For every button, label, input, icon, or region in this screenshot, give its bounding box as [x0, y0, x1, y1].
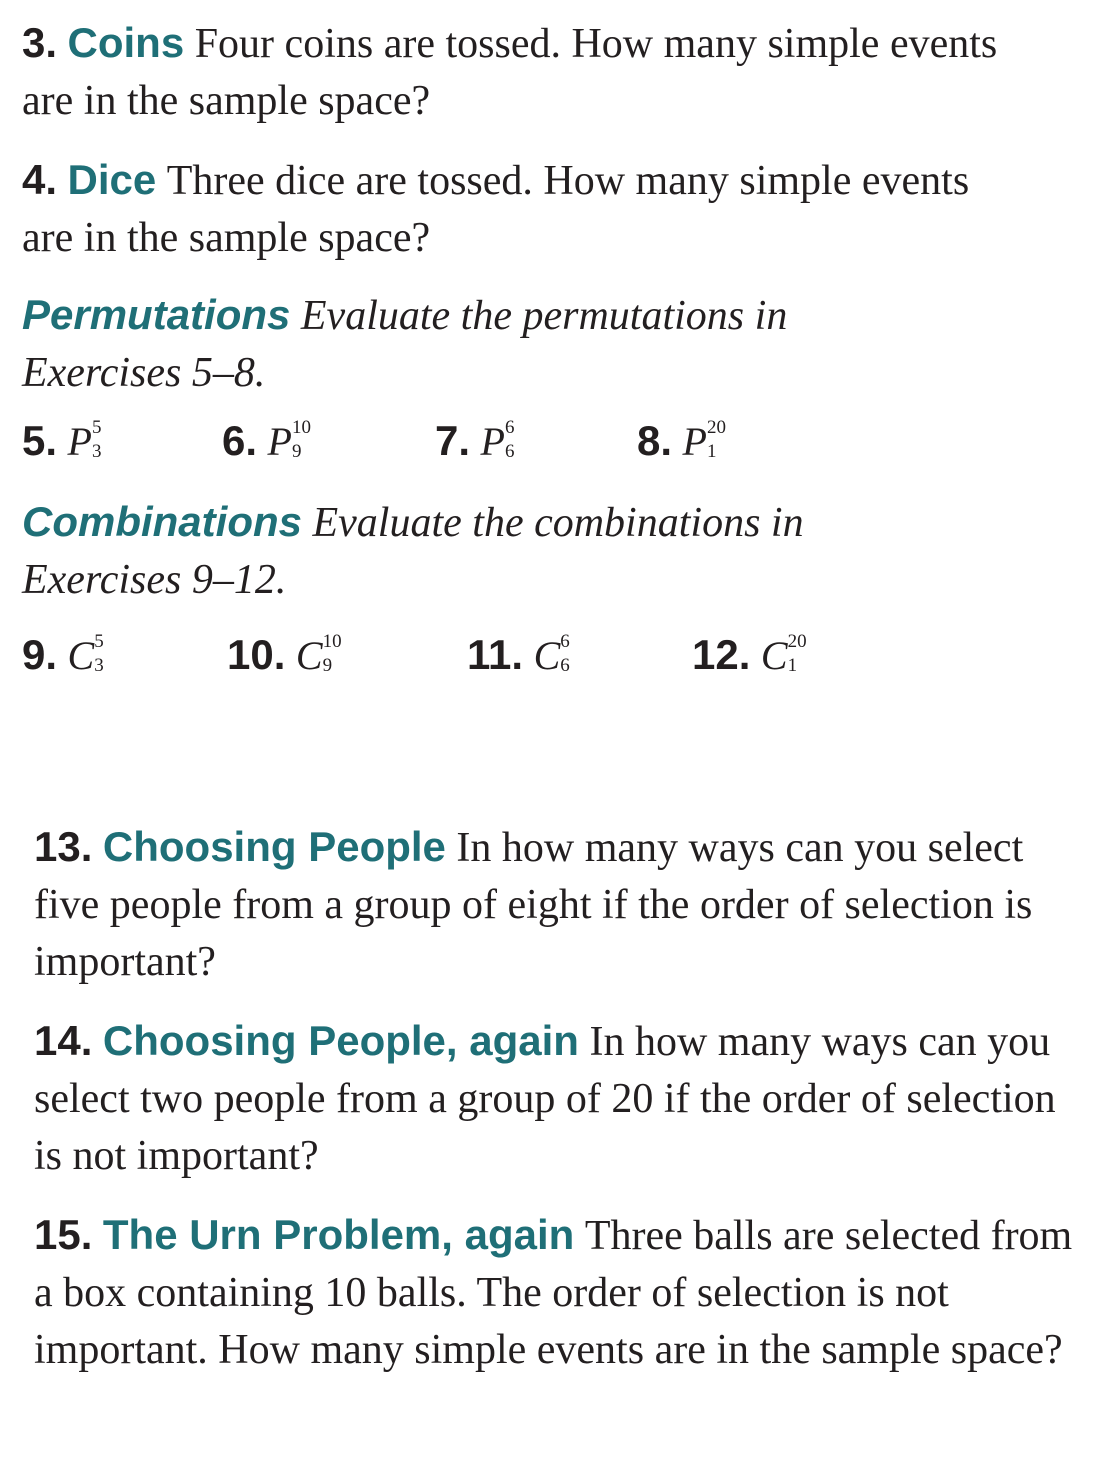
- subscript: 3: [91, 441, 102, 462]
- superscript: 5: [91, 417, 102, 438]
- combination-symbol: C: [295, 633, 323, 678]
- exercise-12: [692, 626, 822, 685]
- subscript: 1: [706, 441, 717, 462]
- superscript: 6: [504, 417, 515, 438]
- exercise-5: [22, 412, 126, 471]
- superscript: 5: [94, 631, 104, 652]
- combination-symbol: C: [533, 633, 561, 678]
- problem-15: [34, 1206, 1074, 1379]
- exercise-number: 6.: [222, 417, 258, 464]
- subscript: 1: [787, 655, 798, 676]
- problem-title: Coins: [67, 19, 185, 66]
- problem-3: [22, 14, 1022, 130]
- permutation-symbol: P: [267, 419, 292, 464]
- exercise-number: 11.: [467, 631, 524, 678]
- problem-14: [34, 1012, 1089, 1185]
- problem-13: [34, 818, 1074, 991]
- problem-title: Choosing People: [102, 823, 446, 870]
- exercise-10: [227, 626, 357, 685]
- exercise-number: 8.: [637, 417, 673, 464]
- problem-text: Three dice are tossed. How many simple events are in the sample space?: [22, 158, 970, 261]
- problem-4: [22, 151, 1002, 267]
- exercise-number: 7.: [435, 417, 471, 464]
- permutation-exercises: [22, 412, 1022, 469]
- section-heading: Combinations: [22, 498, 302, 545]
- combination-symbol: C: [67, 633, 95, 678]
- section-instruction: Evaluate the combinations in Exercises 9–12.: [22, 500, 804, 603]
- exercise-6: [222, 412, 326, 471]
- section-heading: Permutations: [22, 291, 291, 338]
- problem-title: Dice: [67, 156, 157, 203]
- superscript: 6: [560, 631, 570, 652]
- exercise-number: 5.: [22, 417, 58, 464]
- problem-title: The Urn Problem, again: [102, 1211, 575, 1258]
- exercise-number: 12.: [692, 631, 751, 678]
- permutation-symbol: P: [480, 419, 505, 464]
- problem-number: 15.: [34, 1211, 93, 1258]
- subscript: 3: [94, 655, 104, 676]
- superscript: 20: [706, 417, 726, 438]
- subscript: 6: [560, 655, 570, 676]
- subscript: 6: [504, 441, 515, 462]
- exercise-9: [22, 626, 128, 685]
- superscript: 10: [291, 417, 311, 438]
- exercise-7: [435, 412, 539, 471]
- permutation-symbol: P: [682, 419, 707, 464]
- problem-number: 4.: [22, 156, 58, 203]
- problem-text: Four coins are tossed. How many simple events are in the sample space?: [22, 21, 998, 124]
- problem-text: In how many ways can you select five people from a group of eight if the order of selection is important?: [34, 825, 1033, 985]
- exercise-8: [637, 412, 741, 471]
- combination-symbol: C: [760, 633, 788, 678]
- exercise-number: 10.: [227, 631, 286, 678]
- problem-number: 3.: [22, 19, 58, 66]
- combinations-section: [22, 493, 922, 609]
- exercise-11: [467, 626, 594, 685]
- permutations-section: [22, 286, 902, 402]
- section-instruction: Evaluate the permutations in Exercises 5–8.: [22, 293, 788, 396]
- permutation-symbol: P: [67, 419, 92, 464]
- problem-title: Choosing People, again: [102, 1017, 579, 1064]
- superscript: 10: [322, 631, 342, 652]
- subscript: 9: [291, 441, 302, 462]
- exercise-number: 9.: [22, 631, 58, 678]
- subscript: 9: [322, 655, 333, 676]
- problem-text: Three balls are selected from a box containing 10 balls. The order of selection is not important. How many simple events are in the sample space?: [34, 1213, 1073, 1373]
- combination-exercises: [22, 626, 1022, 683]
- superscript: 20: [787, 631, 807, 652]
- problem-number: 13.: [34, 823, 93, 870]
- problem-text: In how many ways can you select two people from a group of 20 if the order of selection is not important?: [34, 1019, 1056, 1179]
- problem-number: 14.: [34, 1017, 93, 1064]
